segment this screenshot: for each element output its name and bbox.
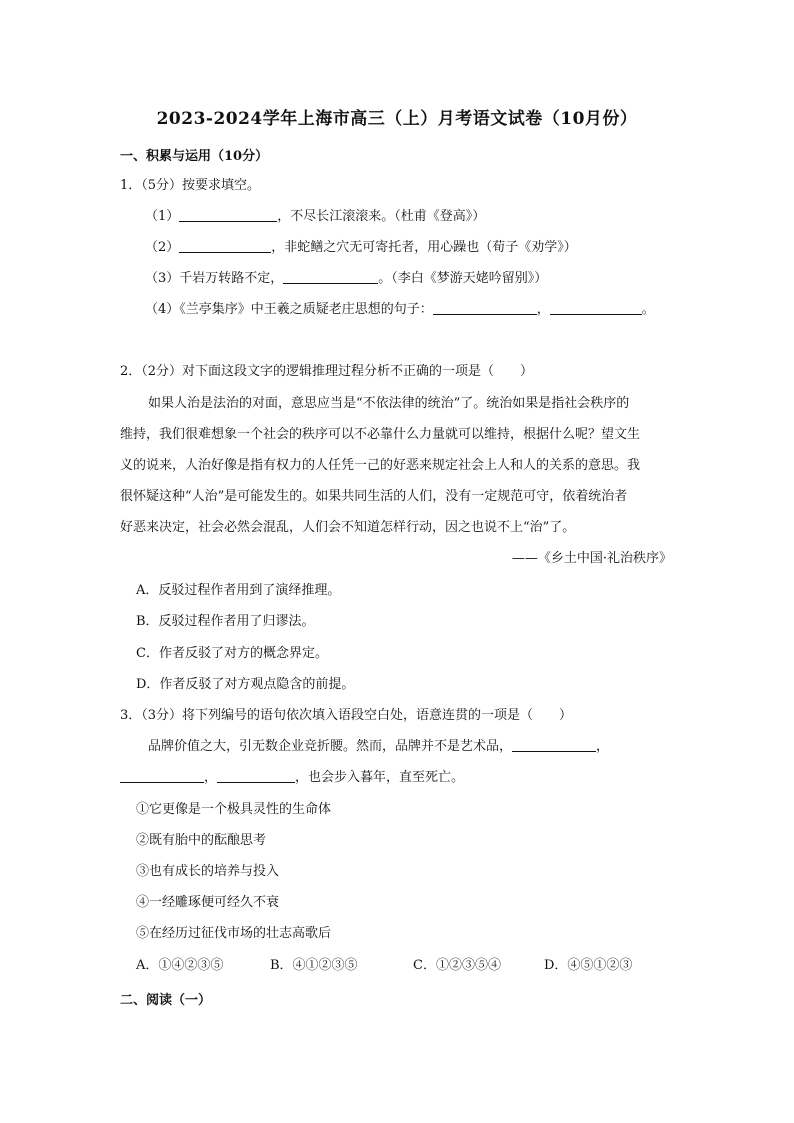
q1-item-2 — [145, 239, 577, 257]
q1-item-4-prefix: （4）《兰亭集序》中王羲之质疑老庄思想的句子： — [145, 302, 433, 317]
answer-blank[interactable] — [120, 769, 204, 783]
q3-sentence-4: ④一经雕琢便可经久不衰 — [136, 895, 280, 910]
q2-option-a[interactable]: A．反驳过程作者用到了演绎推理。 — [136, 583, 341, 598]
q3-option-b[interactable]: B．④①②③⑤ — [270, 958, 358, 973]
q1-item-3-suffix: 。（李白《梦游天姥吟留别》） — [378, 271, 548, 286]
q3-option-a[interactable]: A．①④②③⑤ — [136, 958, 224, 973]
q3-passage-text: 品牌价值之大，引无数企业竞折腰。然而，品牌并不是艺术品， — [148, 739, 513, 754]
answer-blank[interactable] — [512, 738, 596, 752]
q2-stem: 2．（2分）对下面这段文字的逻辑推理过程分析不正确的一项是（ ） — [120, 364, 534, 379]
q2-source: ——《乡土中国·礼治秩序》 — [511, 551, 672, 566]
q1-item-2-prefix: （2） — [145, 240, 180, 255]
answer-blank[interactable] — [217, 769, 295, 783]
q2-option-d[interactable]: D．作者反驳了对方观点隐含的前提。 — [136, 677, 355, 692]
q2-passage-line: 很怀疑这种“人治”是可能发生的。如果共同生活的人们，没有一定规范可守，依着统治者 — [120, 489, 628, 504]
section-heading-2: 二、阅读（一） — [120, 993, 212, 1008]
q3-sentence-5: ⑤在经历过征伐市场的壮志高歌后 — [136, 926, 332, 941]
q3-passage-line-1 — [148, 738, 609, 756]
q1-item-1-suffix: ，不尽长江滚滚来。（杜甫《登高》） — [277, 209, 486, 224]
section-heading-1: 一、积累与运用（10分） — [120, 149, 269, 164]
q3-passage-comma: ， — [596, 739, 610, 754]
answer-blank[interactable] — [283, 270, 378, 284]
q1-item-3 — [145, 270, 547, 288]
q3-sentence-2: ②既有胎中的酝酿思考 — [136, 833, 267, 848]
q2-option-c[interactable]: C．作者反驳了对方的概念界定。 — [136, 646, 328, 661]
q1-item-1 — [145, 208, 485, 226]
q3-passage-line-2 — [120, 769, 464, 787]
q2-option-b[interactable]: B．反驳过程作者用了归谬法。 — [136, 614, 315, 629]
q1-item-4-mid: ， — [536, 302, 550, 317]
q2-passage-line: 好恶来决定，社会必然会混乱，人们会不知道怎样行动，因之也说不上“治”了。 — [120, 520, 576, 535]
q3-passage-comma: ， — [204, 770, 218, 785]
answer-blank[interactable] — [179, 239, 271, 253]
q3-sentence-3: ③也有成长的培养与投入 — [136, 864, 280, 879]
q3-option-d[interactable]: D．④⑤①②③ — [544, 958, 633, 973]
q1-stem: 1．（5分）按要求填空。 — [120, 178, 261, 193]
q1-item-3-prefix: （3）千岩万转路不定， — [145, 271, 284, 286]
answer-blank[interactable] — [179, 208, 277, 222]
q3-stem: 3．（3分）将下列编号的语句依次填入语段空白处，语意连贯的一项是（ ） — [120, 708, 573, 723]
q3-passage-text: ，也会步入暮年，直至死亡。 — [295, 770, 465, 785]
q1-item-2-suffix: ，非蛇鳝之穴无可寄托者，用心躁也（荀子《劝学》） — [271, 240, 577, 255]
answer-blank[interactable] — [433, 301, 537, 315]
answer-blank[interactable] — [550, 301, 642, 315]
q3-options — [136, 957, 632, 975]
q2-passage-line: 如果人治是法治的对面，意思应当是“不依法律的统治”了。统治如果是指社会秩序的 — [148, 396, 630, 411]
q1-item-4 — [145, 301, 655, 319]
q3-sentence-1: ①它更像是一个极具灵性的生命体 — [136, 802, 332, 817]
q1-item-4-suffix: 。 — [641, 302, 655, 317]
q2-passage-line: 义的说来，人治好像是指有权力的人任凭一己的好恶来规定社会上人和人的关系的意思。我 — [120, 458, 641, 473]
q2-passage-line: 维持，我们很难想象一个社会的秩序可以不必靠什么力量就可以维持，根据什么呢？望文生 — [120, 427, 641, 442]
page-title: 2023-2024学年上海市高三（上）月考语文试卷（10月份） — [156, 109, 638, 129]
q3-option-c[interactable]: C．①②③⑤④ — [413, 958, 501, 973]
q1-item-1-prefix: （1） — [145, 209, 180, 224]
